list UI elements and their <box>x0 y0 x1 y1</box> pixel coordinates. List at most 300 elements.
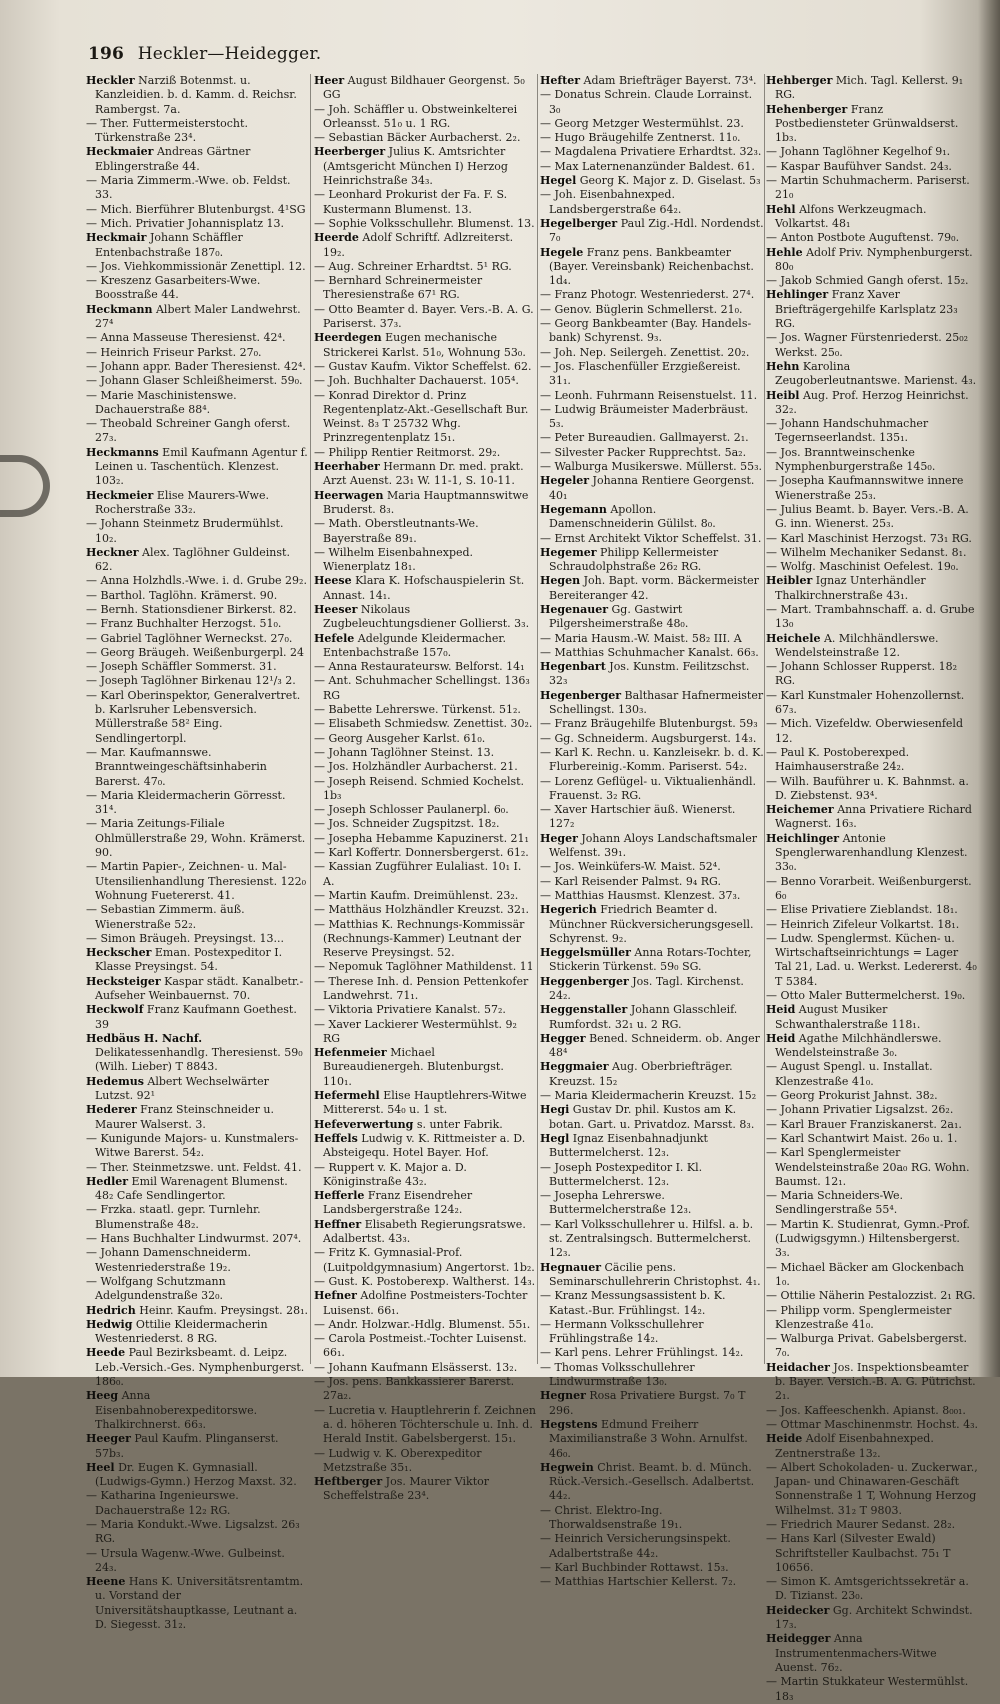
entry-surname: Heckwolf <box>86 1003 144 1017</box>
entry-details: — Matthias Hausmst. Klenzest. 37₃. <box>540 888 741 902</box>
entry-details: — Maria Zimmerm.-Wwe. ob. Feldst. 33. <box>86 174 291 202</box>
entry-details: Elise Maurers-Wwe. Rocherstraße 33₂. <box>95 488 269 516</box>
entry-details: Johann Schäffler Entenbachstraße 187₀. <box>95 231 243 259</box>
entry-details: Ottilie Kleidermacherin Westenriederst. 8 RG. <box>95 1317 268 1346</box>
directory-entry <box>314 846 536 860</box>
entry-details: Gustav Dr. phil. Kustos am K. botan. Gart. u. Privatdoz. Marsst. 8₃. <box>549 1103 755 1131</box>
page-edge-shadow <box>978 0 1000 1377</box>
entry-details: — Anna Restaurateursw. Belforst. 14₁ <box>314 660 525 674</box>
directory-entry <box>540 117 764 131</box>
directory-entry <box>86 646 308 660</box>
directory-entry <box>314 103 536 132</box>
directory-entry <box>540 1103 764 1132</box>
directory-entry <box>314 446 536 460</box>
column-divider <box>537 74 538 1364</box>
entry-surname: Heidegger <box>766 1632 831 1646</box>
entry-details: — Jos. Kaffeeschenkh. Apianst. 8₀₀₁. <box>766 1403 966 1417</box>
entry-details: Julius K. Amtsrichter (Amtsgericht München I) Herzog Heinrichstraße 34₃. <box>323 145 508 188</box>
entry-details: — Joseph Schlosser Paulanerpl. 6₀. <box>314 803 509 817</box>
directory-entry <box>540 88 764 117</box>
entry-details: — Friedrich Maurer Sedanst. 28₂. <box>766 1517 956 1531</box>
entry-details: — Leonhard Prokurist der Fa. F. S. Kustermann Blumenst. 13. <box>314 188 508 216</box>
entry-details: — Math. Oberstleutnants-We. Bayerstraße 89₁. <box>314 517 479 545</box>
directory-entry <box>540 360 764 389</box>
entry-details: — Johann Glaser Schleißheimerst. 59₀. <box>86 374 303 388</box>
directory-entry <box>766 1060 978 1089</box>
directory-entry <box>766 331 978 360</box>
entry-details: Johanna Rentiere Georgenst. 40₁ <box>549 474 755 502</box>
entry-surname: Hedler <box>86 1174 129 1188</box>
entry-details: — Marie Maschinistenswe. Dachauerstraße 88⁴. <box>86 388 237 416</box>
directory-entry <box>766 474 978 503</box>
entry-surname: Hegenbart <box>540 660 606 674</box>
entry-surname: Heide <box>766 1432 803 1446</box>
directory-entry <box>86 975 308 1004</box>
directory-entry <box>540 1261 764 1290</box>
directory-entry <box>86 417 308 446</box>
entry-details: Johann Glasschleif. Rumfordst. 32₁ u. 2 RG. <box>549 1003 738 1031</box>
entry-surname: Hefenmeier <box>314 1046 387 1060</box>
entry-details: Franz Xaver Briefträgergehilfe Karlsplatz 23₃ RG. <box>775 288 958 331</box>
directory-entry <box>540 574 764 603</box>
directory-entry <box>86 217 308 231</box>
entry-details: — Karl Maschinist Herzogst. 73₁ RG. <box>766 531 972 545</box>
entry-details: — Franz Bräugehilfe Blutenburgst. 59₃ <box>540 717 758 731</box>
entry-details: — Jakob Schmied Gangh oferst. 15₂. <box>766 274 969 288</box>
entry-details: — Ernst Architekt Viktor Scheffelst. 31. <box>540 531 762 545</box>
entry-details: — Elisabeth Schmiedsw. Zenettist. 30₂. <box>314 717 533 731</box>
directory-entry <box>314 775 536 804</box>
entry-surname: Hehl <box>766 202 796 216</box>
directory-entry <box>86 1461 308 1490</box>
entry-details: Friedrich Beamter d. Münchner Rückversicherungsgesell. Schyrenst. 9₂. <box>549 903 754 945</box>
directory-entry <box>314 660 536 674</box>
entry-details: — Matthias Hartschier Kellerst. 7₂. <box>540 1575 737 1589</box>
entry-details: Dr. Eugen K. Gymnasiall. (Ludwigs-Gymn.) Herzog Maxst. 32. <box>95 1460 297 1489</box>
directory-entry <box>766 1289 978 1303</box>
directory-entry <box>766 74 978 103</box>
directory-entry <box>86 331 308 345</box>
directory-entry <box>86 1575 308 1632</box>
directory-entry <box>86 674 308 688</box>
entry-details: — Georg Ausgeher Karlst. 61₀. <box>314 731 486 745</box>
entry-details: — Heinrich Versicherungsinspekt. Adalbertstraße 44₂. <box>540 1532 731 1560</box>
entry-details: Anna Eisenbahnoberexpeditorswe. Thalkirchnerst. 66₃. <box>95 1389 258 1431</box>
entry-details: — Johann appr. Bader Theresienst. 42⁴. <box>86 359 306 373</box>
entry-details: — Sophie Volksschullehr. Blumenst. 13. <box>314 216 535 230</box>
entry-details: Franz Kaufmann Goethest. 39 <box>95 1003 297 1031</box>
directory-entry <box>540 532 764 546</box>
directory-entry <box>86 932 308 946</box>
directory-entry <box>314 918 536 961</box>
entry-details: — Maria Kondukt.-Wwe. Ligsalzst. 26₃ RG. <box>86 1517 300 1546</box>
directory-entry <box>314 603 536 632</box>
entry-details: Alfons Werkzeugmach. Volkartst. 48₁ <box>775 202 927 230</box>
entry-details: — Leonh. Fuhrmann Reisenstuelst. 11. <box>540 388 758 402</box>
entry-surname: Hegemann <box>540 502 607 516</box>
entry-details: Bened. Schneiderm. ob. Anger 48⁴ <box>549 1031 760 1060</box>
directory-entry <box>86 174 308 203</box>
directory-entry <box>86 1318 308 1347</box>
directory-entry <box>86 117 308 146</box>
directory-entry <box>540 603 764 632</box>
entry-details: — Johann Schlosser Rupperst. 18₂ RG. <box>766 660 957 688</box>
directory-entry <box>86 1346 308 1389</box>
directory-entry <box>314 1289 536 1318</box>
entry-details: — Walburga Privat. Gabelsbergerst. 7₀. <box>766 1332 968 1360</box>
entry-surname: Heckler <box>86 74 135 87</box>
entry-details: — Joseph Reisend. Schmied Kochelst. 1b₃ <box>314 774 525 802</box>
directory-entry <box>314 1018 536 1047</box>
entry-details: — Maria Hausm.-W. Maist. 58₂ III. A <box>540 631 742 645</box>
directory-entry <box>314 746 536 760</box>
entry-details: — Katharina Ingenieurswe. Dachauerstraße 12₂ RG. <box>86 1489 239 1517</box>
directory-entry <box>540 875 764 889</box>
entry-details: — Peter Bureaudien. Gallmayerst. 2₁. <box>540 431 749 445</box>
entry-surname: Heerhaber <box>314 460 380 474</box>
entry-details: — Benno Vorarbeit. Weißenburgerst. 6₀ <box>766 874 972 902</box>
directory-entry <box>540 74 764 88</box>
entry-surname: Hegel <box>540 174 577 188</box>
directory-entry <box>540 1161 764 1190</box>
directory-entry <box>540 346 764 360</box>
entry-details: Maria Hauptmannswitwe Bruderst. 8₃. <box>323 488 529 516</box>
directory-entry <box>86 1489 308 1518</box>
directory-entry <box>86 946 308 975</box>
directory-entry <box>314 217 536 231</box>
entry-details: Jos. Kunstm. Feilitzschst. 32₃ <box>549 660 750 688</box>
entry-details: — Michael Bäcker am Glockenbach 1₀. <box>766 1260 965 1288</box>
entry-details: — Franz Photogr. Westenriederst. 27⁴. <box>540 288 755 302</box>
entry-details: — Barthol. Taglöhn. Krämerst. 90. <box>86 588 278 602</box>
entry-details: — Wolfgang Schutzmann Adelgundenstraße 32₀. <box>86 1274 226 1303</box>
directory-entry <box>540 403 764 432</box>
entry-details: — Karl Oberinspektor, Generalvertret. b. Karlsruher Lebensversich. Müllerstraße 58² Eing. Sendlingertorpl. <box>86 688 301 745</box>
directory-entry <box>766 389 978 418</box>
entry-details: — Martin Papier-, Zeichnen- u. Mal-Utensilienhandlung Theresienst. 122₀ Wohnung Fuetererst. 41. <box>86 860 306 902</box>
entry-details: Adolf Schriftf. Adlzreiterst. 19₂. <box>323 231 514 259</box>
entry-details: — Joseph Taglöhner Birkenau 12¹/₃ 2. <box>86 674 296 688</box>
entry-surname: Heckmeier <box>86 488 154 502</box>
entry-surname: Hehenberger <box>766 102 848 116</box>
directory-entry <box>766 1261 978 1290</box>
entry-details: — Frzka. staatl. gepr. Turnlehr. Blumenstraße 48₂. <box>86 1203 261 1231</box>
entry-surname: Hefermehl <box>314 1089 380 1103</box>
directory-entry <box>766 174 978 203</box>
column-divider <box>310 74 311 1364</box>
directory-entry <box>540 1060 764 1089</box>
directory-entry <box>314 903 536 917</box>
entry-details: — Kaspar Baufühver Sandst. 24₃. <box>766 159 952 173</box>
entry-details: — Joh. Buchhalter Dachauerst. 105⁴. <box>314 374 519 388</box>
directory-entry <box>766 546 978 560</box>
directory-entry <box>86 1275 308 1304</box>
directory-entry <box>766 1404 978 1418</box>
entry-surname: Heidacher <box>766 1360 830 1374</box>
entry-surname: Hedemus <box>86 1074 144 1088</box>
directory-entry <box>766 1332 978 1361</box>
column-1 <box>86 74 309 1632</box>
entry-details: Johann Aloys Landschaftsmaler Welfenst. 39₁. <box>549 831 758 860</box>
directory-entry <box>86 789 308 818</box>
directory-entry <box>86 1003 308 1032</box>
entry-details: — Kunigunde Majors- u. Kunstmalers-Witwe Barerst. 54₂. <box>86 1131 299 1160</box>
directory-entry <box>540 689 764 718</box>
directory-entry <box>766 875 978 904</box>
directory-entry <box>86 517 308 546</box>
directory-entry <box>540 288 764 302</box>
entry-details: Paul Bezirksbeamt. d. Leipz. Leb.-Versich.-Ges. Nymphenburgerst. 186₀. <box>95 1346 305 1389</box>
directory-entry <box>86 260 308 274</box>
book-spine-shadow <box>0 0 42 1377</box>
binder-clip <box>0 455 50 517</box>
entry-details: Aug. Prof. Herzog Heinrichst. 32₂. <box>775 388 969 416</box>
directory-entry <box>766 503 978 532</box>
column-2 <box>314 74 536 1503</box>
directory-entry <box>766 1432 978 1461</box>
directory-entry <box>86 231 308 260</box>
entry-details: Gg. Architekt Schwindst. 17₃. <box>775 1603 973 1632</box>
entry-surname: Heichemer <box>766 803 834 817</box>
column-4 <box>766 74 978 1703</box>
entry-details: — Johann Handschuhmacher Tegernseerlandst. 135₁. <box>766 417 929 445</box>
entry-surname: Heerwagen <box>314 488 384 502</box>
entry-details: Adolfine Postmeisters-Tochter Luisenst. 66₁. <box>323 1289 528 1317</box>
entry-details: — Maria Kleidermacherin Görresst. 31⁴. <box>86 788 286 817</box>
entry-surname: Hegl <box>540 1131 570 1145</box>
directory-entry <box>540 732 764 746</box>
entry-details: — Joh. Eisenbahnexped. Landsbergerstraße 64₂. <box>540 188 682 216</box>
entry-surname: Heckmanns <box>86 445 159 459</box>
entry-details: — Martin Kaufm. Dreimühlenst. 23₂. <box>314 888 519 902</box>
entry-details: — Donatus Schrein. Claude Lorrainst. 3₀ <box>540 88 753 116</box>
directory-entry <box>766 1189 978 1218</box>
entry-surname: Heene <box>86 1575 126 1589</box>
directory-entry <box>766 903 978 917</box>
entry-details: — Genov. Büglerin Schmellerst. 21₀. <box>540 302 743 316</box>
entry-details: — Ther. Futtermeisterstocht. Türkenstraße 23⁴. <box>86 116 248 145</box>
directory-entry <box>766 1675 978 1704</box>
directory-entry <box>314 389 536 446</box>
directory-entry <box>540 246 764 289</box>
entry-details: — Otto Maler Buttermelcherst. 19₀. <box>766 989 966 1002</box>
entry-details: — Johann Kaufmann Elsässerst. 13₂. <box>314 1360 518 1374</box>
entry-details: — Josepha Kaufmannswitwe innere Wienerstraße 25₃. <box>766 474 964 502</box>
entry-details: — Heinrich Friseur Parkst. 27₀. <box>86 345 262 359</box>
entry-details: August Bildhauer Georgenst. 5₀ GG <box>323 74 525 102</box>
directory-entry <box>766 1003 978 1032</box>
entry-details: — Ursula Wagenw.-Wwe. Gulbeinst. 24₃. <box>86 1546 285 1574</box>
directory-entry <box>86 1518 308 1547</box>
entry-details: Klara K. Hofschauspielerin St. Annast. 14₁. <box>323 574 525 602</box>
directory-entry <box>86 360 308 374</box>
directory-entry <box>540 775 764 804</box>
directory-entry <box>540 903 764 946</box>
directory-entry <box>314 274 536 303</box>
directory-entry <box>766 989 978 1003</box>
directory-entry <box>766 1218 978 1261</box>
directory-entry <box>766 1418 978 1432</box>
entry-details: — Hans Karl (Silvester Ewald) Schriftsteller Kaulbachst. 75₁ T 10656. <box>766 1532 951 1574</box>
directory-entry <box>314 74 536 103</box>
entry-details: — Joh. Nep. Seilergeh. Zenettist. 20₂. <box>540 345 750 359</box>
directory-entry <box>766 1632 978 1675</box>
directory-entry <box>766 203 978 232</box>
entry-details: Kaspar städt. Kanalbetr.-Aufseher Weinbauernst. 70. <box>95 974 304 1002</box>
entry-details: — Ottilie Näherin Pestalozzist. 2₁ RG. <box>766 1289 976 1303</box>
entry-details: — Christ. Elektro-Ing. Thorwaldsenstraße 19₁. <box>540 1503 683 1531</box>
entry-details: — Maria Kleidermacherin Kreuzst. 15₂ <box>540 1089 757 1103</box>
directory-entry <box>766 775 978 804</box>
entry-details: Albert Maler Landwehrst. 27⁴ <box>95 302 301 331</box>
entry-details: — Johann Steinmetz Brudermühlst. 10₂. <box>86 517 284 545</box>
entry-details: — Georg Bräugeh. Weißenburgerpl. 24 <box>86 645 304 659</box>
entry-details: — Karl Kunstmaler Hohenzollernst. 67₃. <box>766 688 965 717</box>
directory-entry <box>766 145 978 159</box>
entry-details: — Karl Reisender Palmst. 9₄ RG. <box>540 874 721 888</box>
directory-entry <box>540 1418 764 1461</box>
entry-details: Mich. Tagl. Kellerst. 9₁ RG. <box>775 74 964 102</box>
entry-details: — Gust. K. Postoberexp. Waltherst. 14₃. <box>314 1274 536 1288</box>
directory-entry <box>766 1132 978 1146</box>
entry-details: — Karl pens. Lehrer Frühlingst. 14₂. <box>540 1346 744 1360</box>
entry-details: — Johann Taglöhner Steinst. 13. <box>314 745 495 759</box>
directory-entry <box>766 832 978 875</box>
directory-entry <box>540 431 764 445</box>
directory-entry <box>86 389 308 418</box>
entry-surname: Hegeler <box>540 474 590 488</box>
entry-details: Rosa Privatiere Burgst. 7₀ T 296. <box>549 1389 746 1417</box>
entry-surname: Hegger <box>540 1031 586 1045</box>
entry-details: — Hugo Bräugehilfe Zentnerst. 11₀. <box>540 131 741 145</box>
entry-surname: Heggenstaller <box>540 1003 628 1017</box>
directory-entry <box>86 346 308 360</box>
directory-entry <box>86 145 308 174</box>
directory-entry <box>540 1561 764 1575</box>
entry-surname: Heggenberger <box>540 974 629 988</box>
entry-details: — Anna Holzhdls.-Wwe. i. d. Grube 29₂. <box>86 574 307 588</box>
entry-details: — Mart. Trambahnschaff. a. d. Grube 13₀ <box>766 602 975 631</box>
entry-details: — Lorenz Geflügel- u. Viktualienhändl. Frauenst. 3₂ RG. <box>540 774 757 802</box>
entry-details: — Theobald Schreiner Gangh oferst. 27₃. <box>86 417 291 445</box>
entry-details: — Jos. Holzhändler Aurbacherst. 21. <box>314 760 518 774</box>
entry-details: — Walburga Musikerswe. Müllerst. 55₃. <box>540 460 763 474</box>
entry-details: — Paul K. Postoberexped. Haimhauserstraße 24₂. <box>766 745 910 774</box>
directory-entry <box>86 1161 308 1175</box>
entry-surname: Hegner <box>540 1389 586 1403</box>
entry-details: Adolf Eisenbahnexped. Zentnerstraße 13₂. <box>775 1432 934 1460</box>
directory-entry <box>540 188 764 217</box>
entry-details: — Karl Volksschullehrer u. Hilfsl. a. b. st. Zentralsingsch. Buttermelcherst. 12₃. <box>540 1217 754 1260</box>
entry-details: Elisabeth Regierungsratswe. Adalbertst. 43₃. <box>323 1217 526 1246</box>
entry-details: Adam Briefträger Bayerst. 73⁴. <box>580 74 757 87</box>
entry-details: Albert Wechselwärter Lutzst. 92¹ <box>95 1074 269 1103</box>
directory-entry <box>540 1032 764 1061</box>
directory-entry <box>540 389 764 403</box>
entry-details: — Therese Inh. d. Pension Pettenkofer Landwehrst. 71₁. <box>314 974 529 1002</box>
directory-entry <box>314 489 536 518</box>
directory-entry <box>314 1275 536 1289</box>
entry-details: Karolina Zeugoberleutnantswe. Marienst. 4₃. <box>775 359 977 388</box>
directory-entry <box>540 832 764 861</box>
directory-entry <box>540 717 764 731</box>
entry-surname: Hefele <box>314 631 355 645</box>
entry-details: Franz pens. Bankbeamter (Bayer. Vereinsbank) Reichenbachst. 1d₄. <box>549 245 754 288</box>
entry-details: — Matthias Schuhmacher Kanalst. 66₃. <box>540 645 759 659</box>
directory-entry <box>314 732 536 746</box>
entry-details: — Hans Buchhalter Lindwurmst. 207⁴. <box>86 1232 302 1246</box>
entry-details: — Anna Masseuse Theresienst. 42⁴. <box>86 331 286 345</box>
directory-entry <box>766 1103 978 1117</box>
entry-details: — Karl Schantwirt Maist. 26₀ u. 1. <box>766 1131 958 1145</box>
entry-details: — Nepomuk Taglöhner Mathildenst. 11 <box>314 960 534 974</box>
directory-entry <box>766 1604 978 1633</box>
directory-entry <box>540 160 764 174</box>
entry-details: Joh. Bapt. vorm. Bäckermeister Bereiteranger 42. <box>549 574 759 602</box>
directory-entry <box>766 246 978 275</box>
directory-entry <box>314 889 536 903</box>
directory-entry <box>86 1246 308 1275</box>
entry-details: Paul Kaufm. Plinganserst. 57b₃. <box>95 1432 279 1460</box>
entry-surname: Heckmann <box>86 302 153 316</box>
entry-details: — Wilhelm Mechaniker Sedanst. 8₁. <box>766 545 967 559</box>
entry-surname: Heggelsmüller <box>540 946 631 960</box>
entry-surname: Hedwig <box>86 1317 133 1331</box>
entry-details: — Georg Prokurist Jahnst. 38₂. <box>766 1089 938 1103</box>
entry-surname: Hefner <box>314 1289 357 1303</box>
directory-entry <box>314 1089 536 1118</box>
page-header <box>88 44 321 64</box>
entry-surname: Hehle <box>766 245 803 259</box>
directory-entry <box>86 1103 308 1132</box>
directory-entry <box>314 1161 536 1190</box>
entry-details: — Johann Taglöhner Kegelhof 9₁. <box>766 145 951 159</box>
directory-entry <box>314 975 536 1004</box>
entry-details: — Jos. Schneider Zugspitzst. 18₂. <box>314 817 500 831</box>
column-divider <box>764 74 765 1364</box>
directory-entry <box>314 460 536 489</box>
entry-details: Anna Privatiere Richard Wagnerst. 16₃. <box>775 803 972 831</box>
entry-details: — Aug. Schreiner Erhardtst. 5¹ RG. <box>314 259 512 273</box>
directory-entry <box>314 331 536 360</box>
entry-surname: Heckner <box>86 545 139 559</box>
entry-details: Delikatessenhandlg. Theresienst. 59₀ (Wilh. Lieber) T 8843. <box>95 1046 303 1074</box>
entry-details: Anna Rotars-Tochter, Stickerin Türkenst. 59₀ SG. <box>549 946 752 974</box>
directory-entry <box>540 860 764 874</box>
entry-surname: Hedbäus H. Nachf. <box>86 1031 203 1045</box>
directory-entry <box>540 1504 764 1533</box>
entry-details: — Andr. Holzwar.-Hdlg. Blumenst. 55₁. <box>314 1317 531 1331</box>
entry-details: — Ruppert v. K. Major a. D. Königinstraße 43₂. <box>314 1160 467 1188</box>
entry-details: Ignaz Eisenbahnadjunkt Buttermelcherst. 12₃. <box>549 1131 708 1160</box>
entry-details: — Mich. Privatier Johannisplatz 13. <box>86 216 284 230</box>
directory-entry <box>314 131 536 145</box>
entry-details: — Jos. Wagner Fürstenriederst. 25₀₂ Werkst. 25₀. <box>766 331 969 359</box>
entry-surname: Hegenberger <box>540 688 622 702</box>
entry-surname: Heel <box>86 1460 115 1474</box>
entry-details: Jos. Tagl. Kirchenst. 24₂. <box>549 974 744 1002</box>
directory-entry <box>314 231 536 260</box>
entry-surname: Heerberger <box>314 145 386 159</box>
directory-entry <box>766 1089 978 1103</box>
entry-details: Elise Hauptlehrers-Witwe Mittererst. 54₀ u. 1 st. <box>323 1089 527 1117</box>
entry-details: Ludwig v. K. Rittmeister a. D. Absteigequ. Hotel Bayer. Hof. <box>323 1131 526 1160</box>
directory-entry <box>314 360 536 374</box>
entry-details: Franz Steinschneider u. Maurer Walserst. 3. <box>95 1103 274 1131</box>
directory-entry <box>86 274 308 303</box>
entry-details: — Thomas Volksschullehrer Lindwurmstraße 13₀. <box>540 1360 695 1389</box>
directory-entry <box>314 546 536 575</box>
